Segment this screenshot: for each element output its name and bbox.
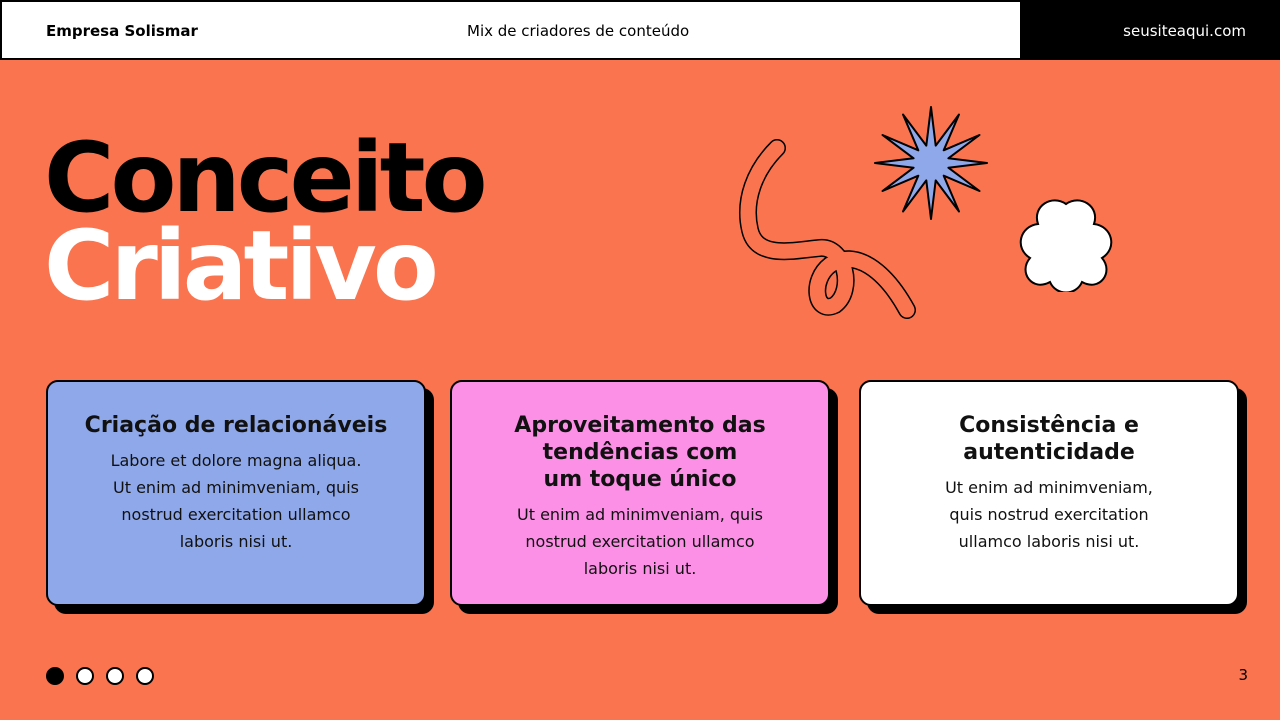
card-body: Labore et dolore magna aliqua. Ut enim ad minimveniam, quis nostrud exercitation ullamco laboris nisi ut. (110, 451, 362, 551)
website-link[interactable]: seusiteaqui.com (1020, 2, 1278, 58)
card-relatable-panel (46, 380, 426, 606)
card-title: Aproveitamento das tendências com um toque único (514, 413, 766, 492)
card-body: Ut enim ad minimveniam, quis nostrud exercitation ullamco laboris nisi ut. (517, 505, 763, 578)
card-title: Consistência e autenticidade (959, 413, 1139, 465)
page-number: 3 (1238, 666, 1248, 684)
pagination-dot-2[interactable] (76, 667, 94, 685)
title-line-1: Conceito (44, 122, 484, 234)
title-line-2: Criativo (44, 210, 435, 322)
card-title: Criação de relacionáveis (84, 413, 388, 438)
brand-name: Empresa Solismar (46, 22, 198, 40)
card-trends (450, 380, 830, 606)
header-subtitle: Mix de criadores de conteúdo (467, 22, 690, 40)
card-consistency (859, 380, 1239, 606)
header-bar (0, 0, 1280, 60)
pagination-dot-3[interactable] (106, 667, 124, 685)
pagination-dot-1[interactable] (46, 667, 64, 685)
card-relatable (46, 380, 426, 606)
card-body: Ut enim ad minimveniam, quis nostrud exercitation ullamco laboris nisi ut. (945, 478, 1153, 551)
star-burst-icon (872, 104, 990, 222)
pagination-dot-4[interactable] (136, 667, 154, 685)
card-consistency-panel (859, 380, 1239, 606)
flower-blob-icon (1018, 196, 1114, 292)
pagination-dots (46, 667, 154, 685)
card-trends-panel (450, 380, 830, 606)
